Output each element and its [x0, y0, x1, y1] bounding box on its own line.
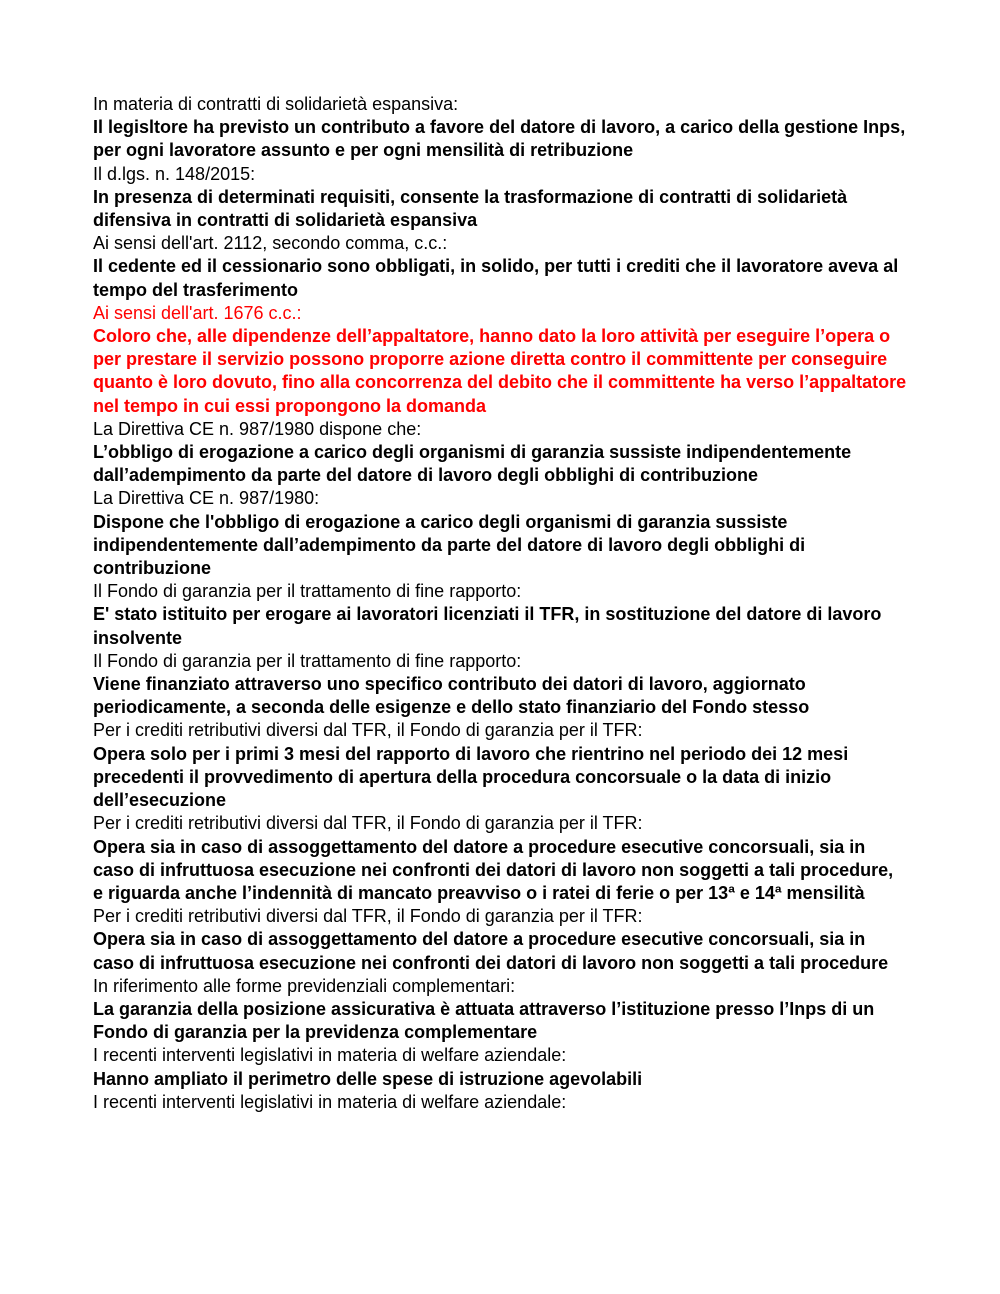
answer-text: La garanzia della posizione assicurativa è attuata attraverso l’istituzione presso l’Inps di un Fondo di garanzia per la previdenza complementare — [93, 998, 875, 1043]
answer-text: Viene finanziato attraverso uno specifico contributo dei datori di lavoro, aggiornato periodicamente, a seconda delle esigenze e dello stato finanziario del Fondo stesso — [93, 674, 810, 718]
document-page — [93, 93, 908, 1114]
highlighted-question-text: Ai sensi dell'art. 1676 c.c.: — [93, 302, 302, 323]
question-text: In riferimento alle forme previdenziali complementari: — [93, 975, 516, 996]
question-text: La Direttiva CE n. 987/1980: — [93, 488, 320, 509]
question-text: Il Fondo di garanzia per il trattamento di fine rapporto: — [93, 581, 522, 602]
question-text: Il Fondo di garanzia per il trattamento di fine rapporto: — [93, 650, 522, 671]
question-text: Il d.lgs. n. 148/2015: — [93, 163, 256, 184]
question-text: I recenti interventi legislativi in materia di welfare aziendale: — [93, 1045, 567, 1066]
question-text: La Direttiva CE n. 987/1980 dispone che: — [93, 418, 422, 439]
answer-text: Opera solo per i primi 3 mesi del rapporto di lavoro che rientrino nel periodo dei 12 mesi precedenti il provvedimento di apertura della procedura concorsuale o la data di inizio dell’esecuzione — [93, 743, 849, 811]
question-text: Ai sensi dell'art. 2112, secondo comma, c.c.: — [93, 233, 448, 254]
answer-text: Opera sia in caso di assoggettamento del datore a procedure esecutive concorsuali, sia in caso di infruttuosa esecuzione nei confronti dei datori di lavoro non soggetti a tali procedure — [93, 929, 889, 973]
answer-text: Il cedente ed il cessionario sono obbligati, in solido, per tutti i crediti che il lavoratore aveva al tempo del trasferimento — [93, 256, 899, 300]
question-text: Per i crediti retributivi diversi dal TFR, il Fondo di garanzia per il TFR: — [93, 813, 643, 834]
answer-text: Dispone che l'obbligo di erogazione a carico degli organismi di garanzia sussiste indipendentemente dall’adempimento da parte del datore di lavoro degli obblighi di contribuzione — [93, 511, 806, 579]
answer-text: Il legisltore ha previsto un contributo a favore del datore di lavoro, a carico della gestione Inps, per ogni lavoratore assunto e per ogni mensilità di retribuzione — [93, 117, 906, 161]
answer-text: Hanno ampliato il perimetro delle spese di istruzione agevolabili — [93, 1068, 643, 1089]
answer-text: Opera sia in caso di assoggettamento del datore a procedure esecutive concorsuali, sia in caso di infruttuosa esecuzione nei confronti dei datori di lavoro non soggetti a tali procedure, e riguarda anche l’indennità di mancato preavviso o i ratei di ferie o per 13ª e 14ª mensilità — [93, 836, 894, 903]
answer-text: L’obbligo di erogazione a carico degli organismi di garanzia sussiste indipendentemente dall’adempimento da parte del datore di lavoro degli obblighi di contribuzione — [93, 442, 852, 486]
answer-text: In presenza di determinati requisiti, consente la trasformazione di contratti di solidarietà difensiva in contratti di solidarietà espansiva — [93, 186, 848, 231]
question-text: I recenti interventi legislativi in materia di welfare aziendale: — [93, 1091, 567, 1112]
question-text: Per i crediti retributivi diversi dal TFR, il Fondo di garanzia per il TFR: — [93, 906, 643, 927]
question-text: In materia di contratti di solidarietà espansiva: — [93, 94, 459, 114]
answer-text: E' stato istituito per erogare ai lavoratori licenziati il TFR, in sostituzione del datore di lavoro insolvente — [93, 604, 882, 648]
question-text: Per i crediti retributivi diversi dal TFR, il Fondo di garanzia per il TFR: — [93, 720, 643, 741]
highlighted-answer-text: Coloro che, alle dipendenze dell’appaltatore, hanno dato la loro attività per eseguire l’opera o per prestare il servizio possono proporre azione diretta contro il committente per conseguire quanto è loro dovuto, fino alla concorrenza del debito che il committente ha verso l’appaltatore nel tempo in cui essi propongono la domanda — [93, 326, 907, 416]
